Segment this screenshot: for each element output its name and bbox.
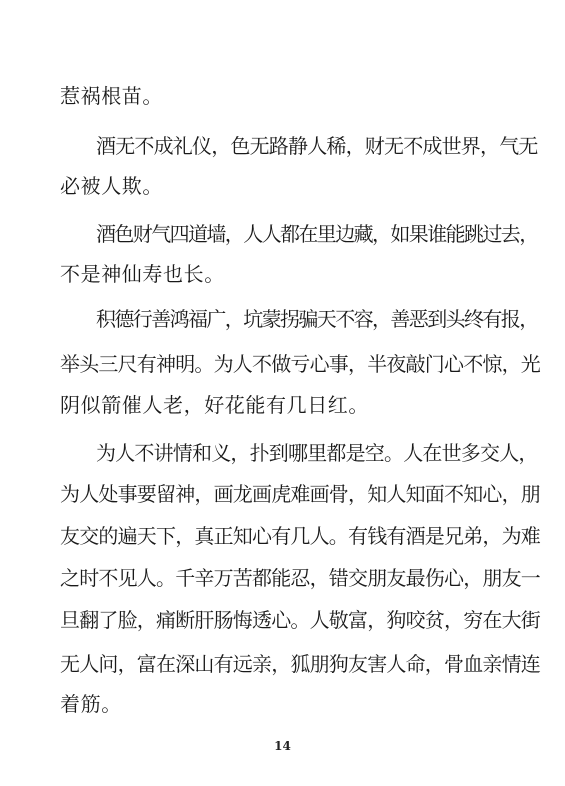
text-line: 惹祸根苗。: [60, 84, 163, 108]
text-line: 之时不见人。千辛万苦都能忍，错交朋友最伤心，朋友一: [60, 566, 540, 590]
text-line: 友交的遍天下，真正知心有几人。有钱有酒是兄弟，为难: [60, 524, 540, 548]
text-line: 举头三尺有神明。为人不做亏心事，半夜敲门心不惊，光: [60, 352, 540, 376]
text-line: 必被人欺。: [60, 174, 163, 198]
text-line: 酒无不成礼仪，色无路静人稀，财无不成世界，气无: [96, 134, 538, 158]
text-line: 为人处事要留神，画龙画虎难画骨，知人知面不知心，朋: [60, 482, 540, 506]
text-line: 着筋。: [60, 692, 122, 716]
text-line: 阴似箭催人老，好花能有几日红。: [60, 393, 369, 417]
text-line: 无人问，富在深山有远亲，狐朋狗友害人命，骨血亲情连: [60, 652, 540, 676]
page-number: 14: [274, 739, 291, 753]
text-line: 酒色财气四道墙，人人都在里边藏，如果谁能跳过去，: [96, 222, 538, 246]
text-line: 为人不讲情和义，扑到哪里都是空。人在世多交人，: [96, 441, 538, 465]
text-line: 积德行善鸿福广，坑蒙拐骗天不容，善恶到头终有报，: [96, 307, 538, 331]
text-line: 旦翻了脸，痛断肝肠悔透心。人敬富，狗咬贫，穷在大街: [60, 608, 540, 632]
text-line: 不是神仙寿也长。: [60, 262, 225, 286]
